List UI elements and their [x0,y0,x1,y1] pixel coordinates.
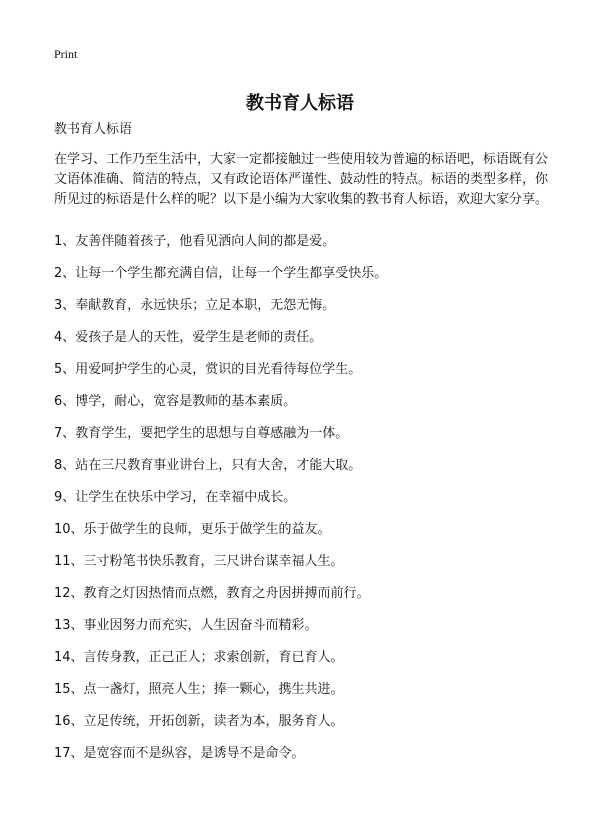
slogan-item: 13、事业因努力而充实，人生因奋斗而精彩。 [54,618,318,633]
slogan-item: 11、三寸粉笔书快乐教育，三尺讲台谋幸福人生。 [54,554,344,569]
slogan-item: 15、点一盏灯，照亮人生；捧一颗心，携生共进。 [54,682,344,697]
slogan-item: 7、教育学生，要把学生的思想与自尊感融为一体。 [54,426,349,441]
slogan-item: 1、友善伴随着孩子，他看见洒向人间的都是爱。 [54,234,336,249]
slogan-list [54,233,554,777]
print-link[interactable]: Print [54,47,78,61]
slogan-item: 4、爱孩子是人的天性，爱学生是老师的责任。 [54,330,323,345]
slogan-item: 14、言传身教，正己正人；求索创新，育已育人。 [54,650,344,665]
page-title: 教书育人标语 [246,93,354,115]
slogan-item: 16、立足传统，开拓创新，读者为本，服务育人。 [54,714,344,729]
slogan-item: 17、是宽容而不是纵容，是诱导不是命令。 [54,746,305,761]
slogan-item: 12、教育之灯因热情而点燃，教育之舟因拼搏而前行。 [54,586,370,601]
slogan-item: 2、让每一个学生都充满自信，让每一个学生都享受快乐。 [54,266,388,281]
slogan-item: 8、站在三尺教育事业讲台上，只有大舍，才能大取。 [54,458,362,473]
slogan-item: 3、奉献教育，永远快乐；立足本职，无怨无悔。 [54,298,336,313]
article-subtitle: 教书育人标语 [54,122,133,137]
intro-paragraph: 在学习、工作乃至生活中，大家一定都接触过一些使用较为普遍的标语吧，标语既有公文语体准确、简洁的特点，又有政论语体严谨性、鼓动性的特点。标语的类型多样，你所见过的标语是什么样的呢？以下是小编为大家收集的教书育人标语，欢迎大家分享。 [54,152,549,207]
slogan-item: 5、用爱呵护学生的心灵，赏识的目光看待每位学生。 [54,362,362,377]
slogan-item: 6、博学，耐心，宽容是教师的基本素质。 [54,394,297,409]
slogan-item: 10、乐于做学生的良师，更乐于做学生的益友。 [54,522,331,537]
slogan-item: 9、让学生在快乐中学习，在幸福中成长。 [54,490,297,505]
